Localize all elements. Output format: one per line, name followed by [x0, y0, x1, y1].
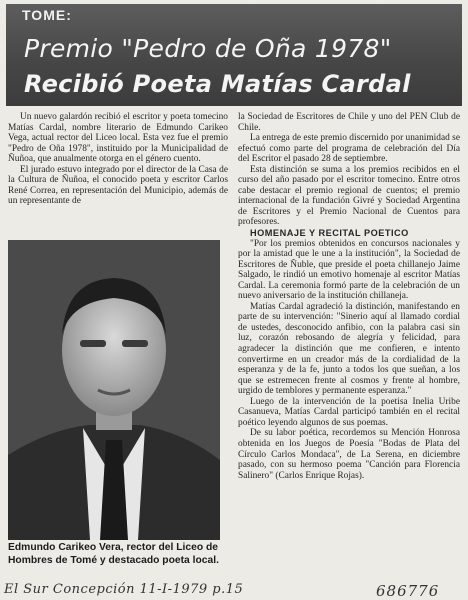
paragraph: Matías Cardal agradeció la distinción, manifestando en parte de su intervención: "Sinerio aquí al llamado cordial de ustedes, desconocido anfibio, con la palabra casi sin luz, corazón rebosando de alegría y felicidad, para agradecer la distinción que me confieren, e intento convertirme en un creador más de la cordialidad de la esperanza y de la fe, junto a todos los que sueñan, a los que se estremecen frente al cosmos y frente al hombre, urgido de temblores y permanente esperanza." [238, 301, 460, 397]
paragraph: La entrega de este premio discernido por unanimidad se efectuó como parte del programa de celebración del Día del Escritor el pasado 28 de septiembre. [238, 133, 460, 165]
paragraph: "Por los premios obtenidos en concursos nacionales y por la amistad que le une a la institución", la Sociedad de Escritores de Ñuble, que preside el poeta chillanejo Jaime Salgado, le rindió un emotivo homenaje al escritor Matías Cardal. La ceremonia formó parte de la celebración de un nuevo aniversario de la institución chillaneja. [238, 238, 460, 302]
paragraph: la Sociedad de Escritores de Chile y uno del PEN Club de Chile. [238, 112, 460, 133]
headline-banner [6, 4, 462, 106]
photo-caption: Edmundo Carikeo Vera, rector del Liceo de Hombres de Tomé y destacado poeta local. [8, 542, 219, 566]
paragraph: Esta distinción se suma a los premios recibidos en el curso del año pasado por el escritor tomecino. Entre otros cabe destacar el premio regional de cuentos; el premio internacional de la fundación Givré y Sociedad Argentina de Escritores y el Premio Nacional de Cuentos para profesores. [238, 164, 460, 228]
paragraph: De su labor poética, recordemos su Mención Honrosa obtenida en los Juegos de Poesía "Bodas de Plata del Círculo Carlos Mondaca", de La Serena, en diciembre pasado, con su hermoso poema "Canción para Florencia Salinero" (Carlos Enrique Rojas). [238, 428, 460, 481]
portrait-illustration [8, 240, 220, 540]
paragraph: Un nuevo galardón recibió el escritor y poeta tomecino Matías Cardal, nombre literario de Edmundo Carikeo Vega, actual rector del Liceo local. Esta vez fue el premio "Pedro de Oña 1978", instituido por la Municipalidad de Ñuñoa, que anualmente otorga en el género cuento. [8, 112, 228, 165]
handwritten-source-note: El Sur Concepción 11-I-1979 p.15 [4, 582, 244, 597]
section-label: TOME: [22, 7, 72, 23]
paragraph: El jurado estuvo integrado por el director de la Casa de la Cultura de Ñuñoa, el conocido poeta y escritor Carlos René Correa, en representación del Municipio, además de un representante de [8, 164, 228, 207]
subheading: HOMENAJE Y RECITAL POETICO [250, 228, 409, 239]
paragraph: Luego de la intervención de la poetisa Inelia Uribe Casanueva, Matías Cardal participó también en el recital poético leyendo algunos de sus poemas. [238, 396, 460, 428]
portrait-photo [8, 240, 220, 540]
archive-id-number: 686776 [376, 582, 440, 600]
article-column-right [238, 112, 460, 481]
article-column-left [8, 112, 228, 207]
headline-line-1: Premio "Pedro de Oña 1978" [24, 34, 392, 63]
headline-line-2: Recibió Poeta Matías Cardal [24, 70, 411, 98]
